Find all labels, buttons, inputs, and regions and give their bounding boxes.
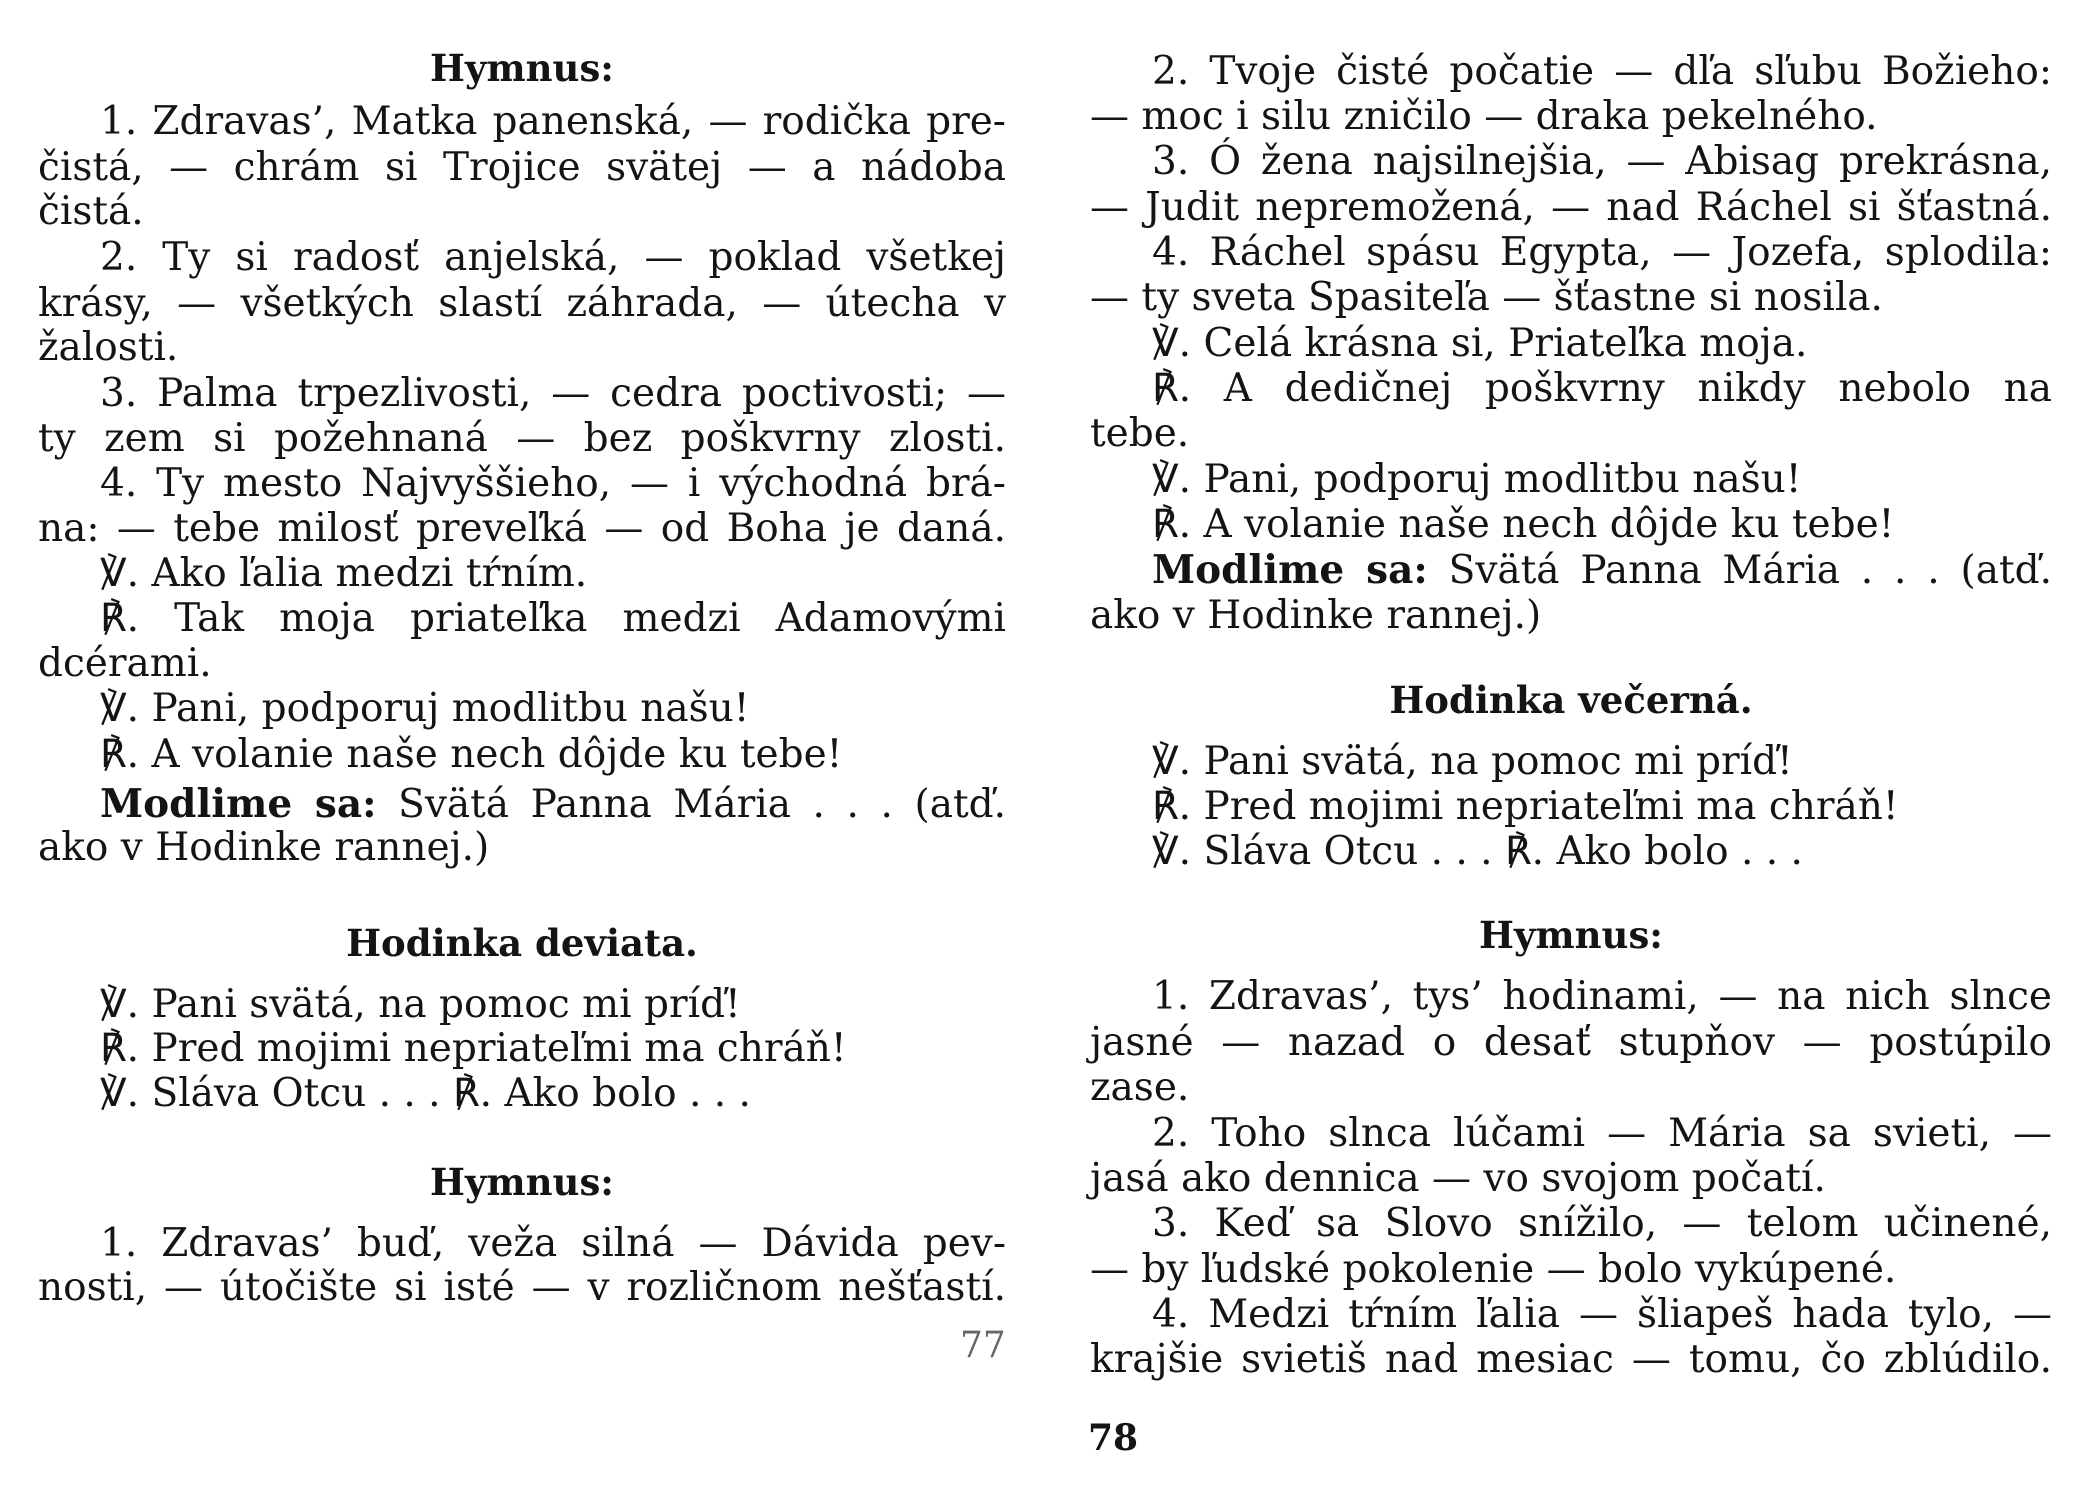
hymn-line: 4. Medzi tŕním ľalia — šliapeš hada tylo, — — [1152, 1292, 2052, 1337]
hymn-line: jasá ako dennica — vo svojom počatí. — [1090, 1156, 1826, 1201]
hymn-line: 3. Palma trpezlivosti, — cedra poctivosti; — — [100, 371, 1006, 416]
page-number-right: 78 — [1088, 1417, 1139, 1459]
prayer-line — [1090, 548, 2052, 593]
response-line: ℟. A volanie naše nech dôjde ku tebe! — [100, 732, 843, 777]
response-line: ℟. Pred mojimi nepriateľmi ma chráň! — [1152, 784, 1899, 829]
hymn-line: nosti, — útočište si isté — v rozličnom nešťastí. — [38, 1265, 1006, 1310]
versicle-line — [1090, 830, 2052, 874]
response-line: ℟. Pred mojimi nepriateľmi ma chráň! — [100, 1026, 847, 1071]
versicle-line: ℣. Ako ľalia medzi tŕním. — [100, 551, 588, 596]
hymnus-heading: Hymnus: — [430, 1160, 614, 1204]
hymn-line: 2. Toho slnca lúčami — Mária sa svieti, — — [1152, 1111, 2052, 1156]
hymn-line: 3. Ó žena najsilnejšia, — Abisag prekrásna, — [1152, 139, 2052, 184]
hymn-line: 3. Keď sa Slovo snížilo, — telom učinené, — [1152, 1201, 2052, 1246]
versicle-line — [38, 1072, 1006, 1116]
hymn-line: — ty sveta Spasiteľa — šťastne si nosila. — [1090, 275, 1883, 320]
page-number-left: 77 — [960, 1325, 1006, 1366]
hymn-line: čistá. — [38, 189, 144, 234]
prayer-text: Svätá Panna Mária . . . (atď. — [398, 782, 1006, 827]
versicle-line: ℣. Celá krásna si, Priateľka moja. — [1152, 321, 1808, 366]
versicle-line: ℣. Pani, podporuj modlitbu našu! — [1152, 457, 1802, 502]
prayer-line — [38, 782, 1006, 827]
versicle-line: ℣. Pani svätá, na pomoc mi príď! — [1152, 739, 1793, 784]
hymn-line: 2. Ty si radosť anjelská, — poklad všetkej — [100, 235, 1006, 280]
hymn-line: na: — tebe milosť preveľká — od Boha je daná. — [38, 506, 1006, 551]
prayer-label: Modlime sa: — [1152, 547, 1428, 593]
response-line: tebe. — [1090, 411, 1190, 456]
versicle-line: ℣. Pani, podporuj modlitbu našu! — [100, 686, 750, 731]
response-line: ℟. Tak moja priateľka medzi Adamovými — [100, 596, 1006, 641]
hymn-line: 4. Ty mesto Najvyššieho, — i východná brá- — [100, 461, 1006, 506]
section-heading: Hodinka večerná. — [1389, 678, 1753, 722]
hymn-line: 1. Zdravas’, tys’ hodinami, — na nich slnce — [1152, 974, 2052, 1019]
hymn-line: jasné — nazad o desať stupňov — postúpilo — [1090, 1020, 2052, 1065]
hymn-line: 1. Zdravas’, Matka panenská, — rodička pre- — [100, 99, 1006, 144]
hymn-line: — Judit nepremožená, — nad Ráchel si šťastná. — [1090, 185, 2052, 230]
response-line: ℟. A dedičnej poškvrny nikdy nebolo na — [1152, 366, 2052, 411]
hymn-line: čistá, — chrám si Trojice svätej — a nádoba — [38, 145, 1006, 190]
hymn-line: krásy, — všetkých slastí záhrada, — útecha v — [38, 281, 1006, 326]
prayer-line: ako v Hodinke rannej.) — [1090, 593, 1542, 638]
prayer-text: Svätá Panna Mária . . . (atď. — [1448, 548, 2052, 593]
hymnus-heading: Hymnus: — [1479, 913, 1663, 957]
hymn-line: zase. — [1090, 1065, 1190, 1110]
prayer-line: ako v Hodinke rannej.) — [38, 825, 490, 870]
hymn-line: — by ľudské pokolenie — bolo vykúpené. — [1090, 1247, 1897, 1292]
hymn-line: 4. Ráchel spásu Egypta, — Jozefa, splodila: — [1152, 230, 2052, 275]
gloria-versicle: ℣. Sláva Otcu . . . — [1152, 829, 1493, 874]
right-page — [1042, 0, 2084, 1500]
hymn-line: — moc i silu zničilo — draka pekelného. — [1090, 94, 1878, 139]
hymn-line: 2. Tvoje čisté počatie — dľa sľubu Božieho: — [1152, 49, 2052, 94]
gloria-versicle: ℣. Sláva Otcu . . . — [100, 1071, 441, 1116]
hymn-line: ty zem si požehnaná — bez poškvrny zlosti. — [38, 416, 1006, 461]
gloria-response: ℟. Ako bolo . . . — [453, 1071, 751, 1116]
hymnus-heading: Hymnus: — [430, 46, 614, 90]
response-line: ℟. A volanie naše nech dôjde ku tebe! — [1152, 502, 1895, 547]
gloria-response: ℟. Ako bolo . . . — [1505, 829, 1803, 874]
response-line: dcérami. — [38, 641, 212, 686]
hymn-line: 1. Zdravas’ buď, veža silná — Dávida pev- — [100, 1221, 1006, 1266]
versicle-line: ℣. Pani svätá, na pomoc mi príď! — [100, 982, 741, 1027]
section-heading: Hodinka deviata. — [346, 921, 698, 965]
hymn-line: krajšie svietiš nad mesiac — tomu, čo zblúdilo. — [1090, 1337, 2052, 1382]
hymn-line: žalosti. — [38, 325, 179, 370]
prayer-label: Modlime sa: — [100, 781, 377, 827]
